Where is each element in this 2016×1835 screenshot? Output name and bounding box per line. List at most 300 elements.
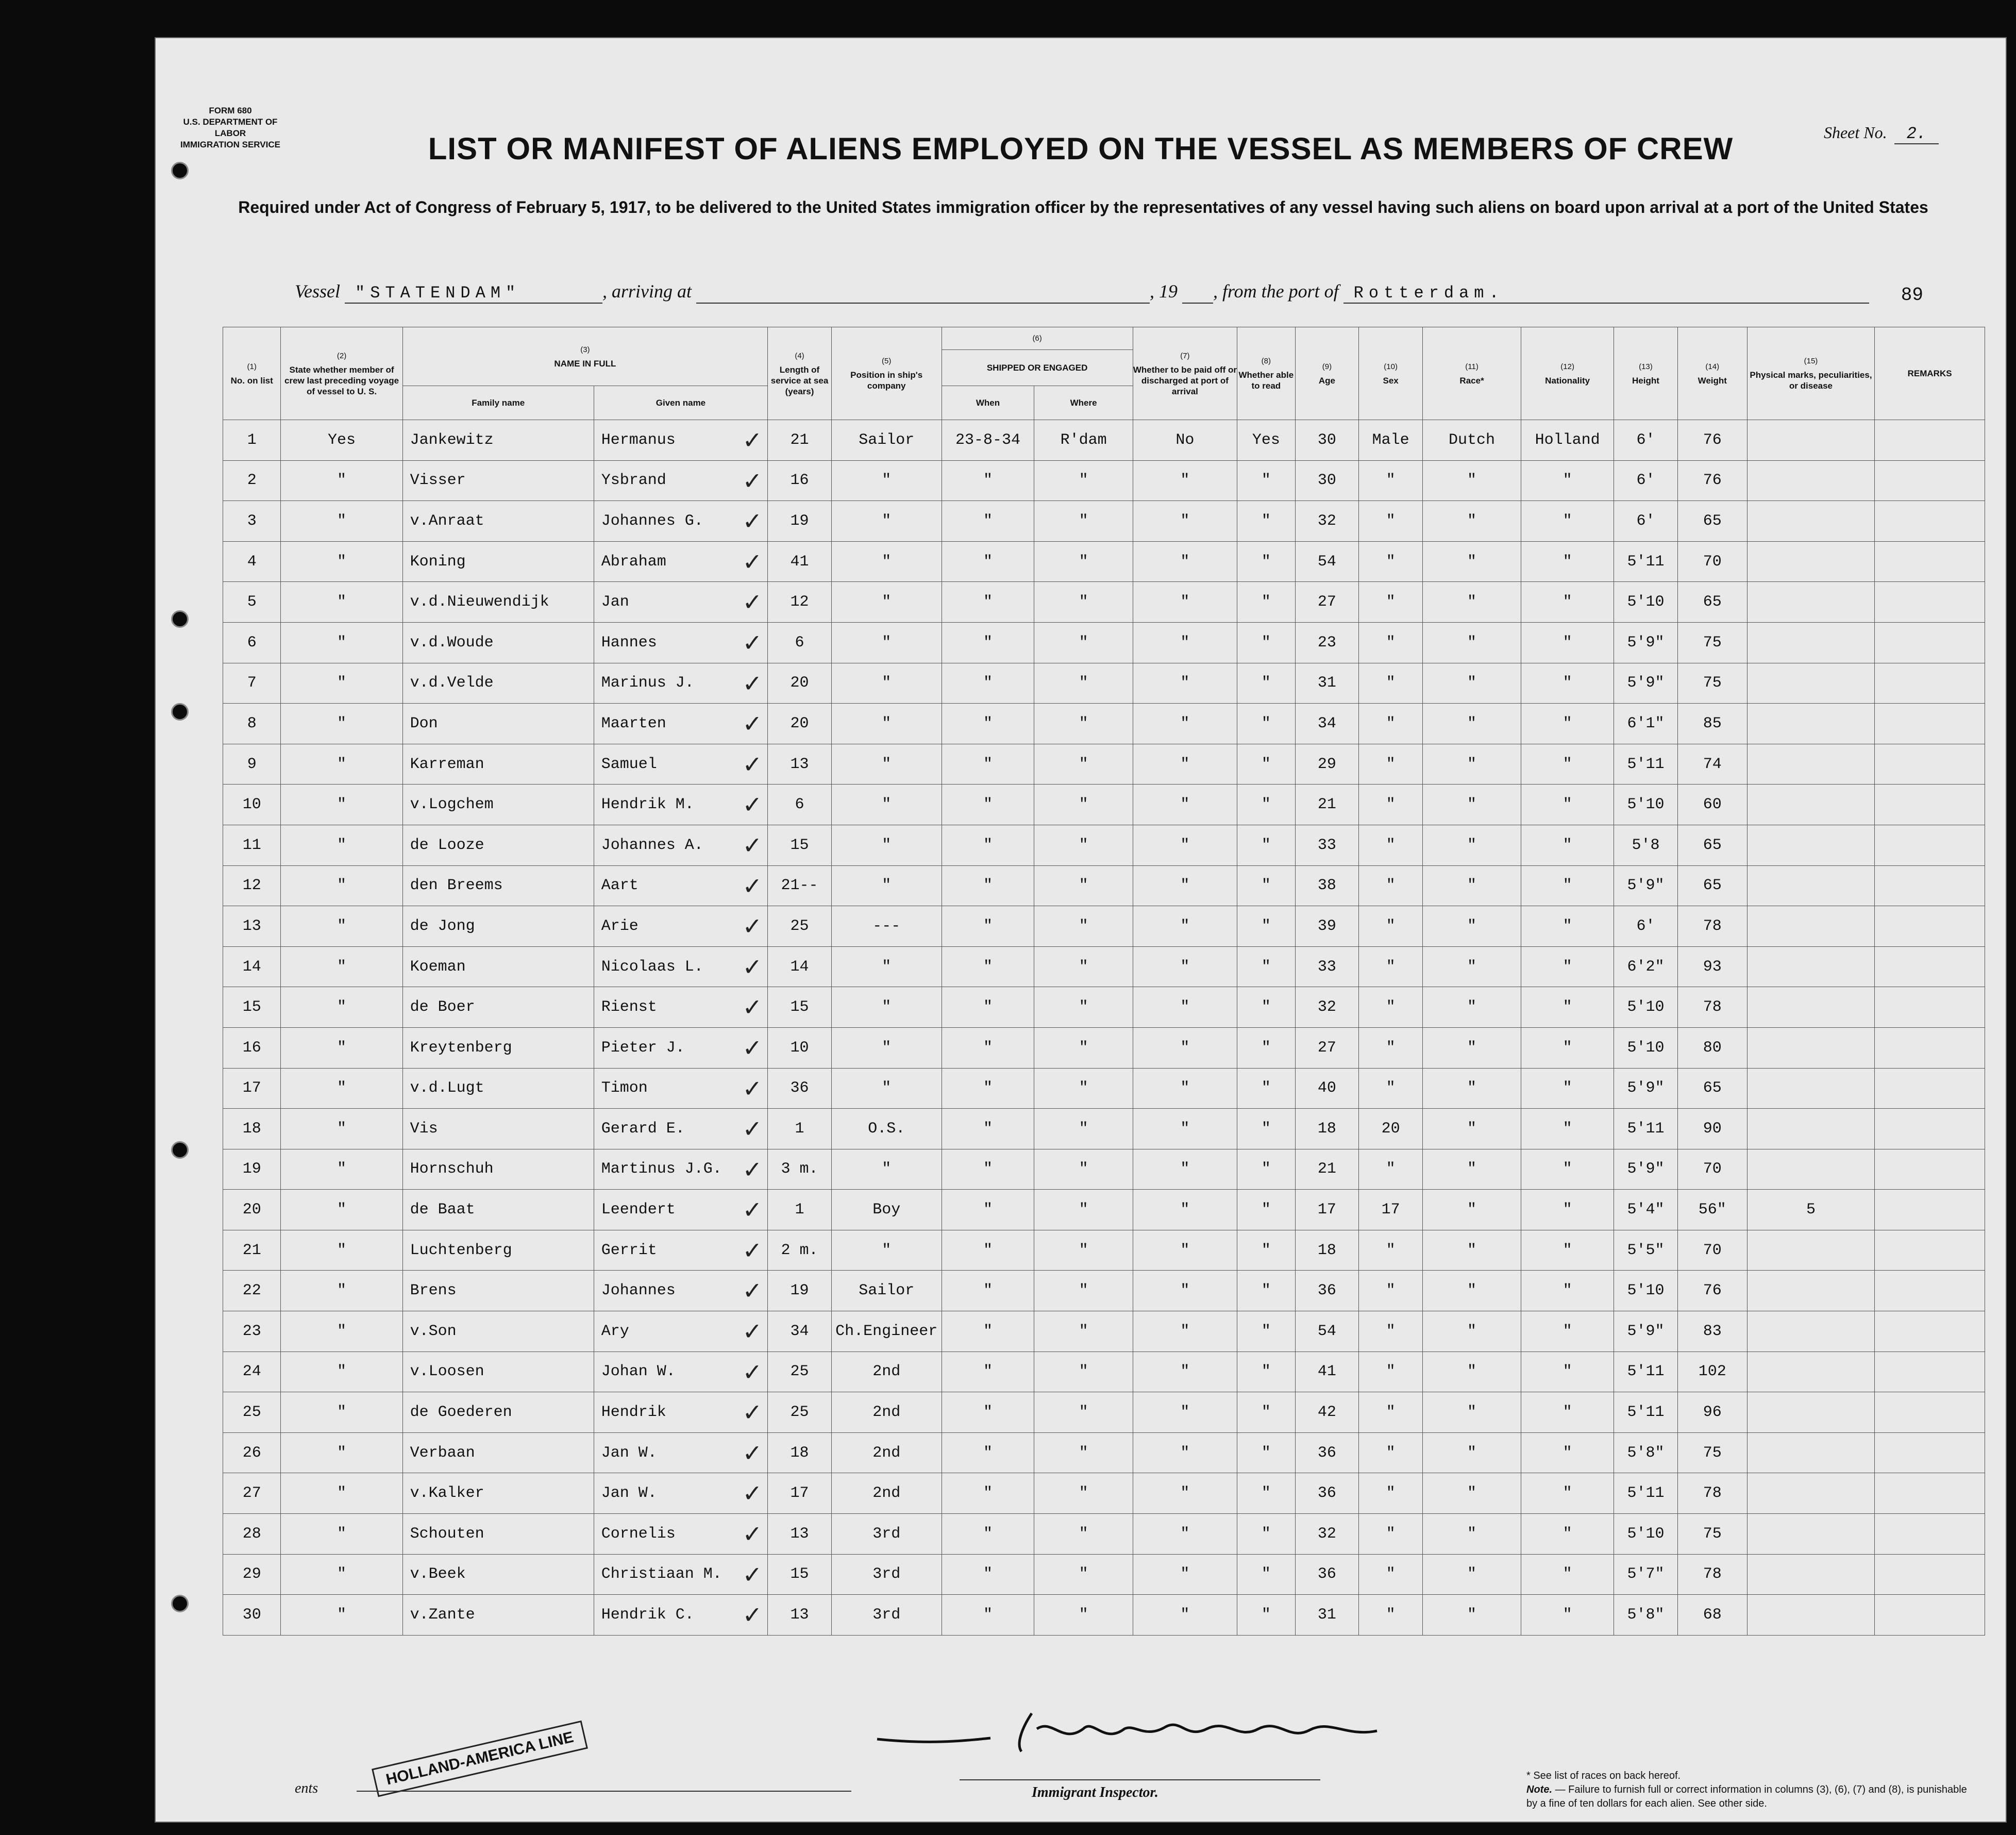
crew-row — [223, 1352, 1985, 1392]
cell-sex: " — [1359, 1432, 1423, 1473]
cell-able-to-read: " — [1237, 946, 1295, 987]
cell-weight: 70 — [1677, 541, 1747, 582]
cell-service-years: 1 — [768, 1190, 832, 1230]
cell-sex: " — [1359, 1392, 1423, 1433]
cell-shipped-when: " — [942, 622, 1034, 663]
cell-row-number: 9 — [223, 744, 281, 785]
cell-family-name: v.Zante — [402, 1595, 594, 1636]
cell-race: " — [1422, 1392, 1521, 1433]
crew-row — [223, 1473, 1985, 1514]
cell-remarks — [1875, 865, 1985, 906]
cell-remarks — [1875, 1595, 1985, 1636]
cell-age: 21 — [1295, 1149, 1359, 1190]
cell-given-name: Jan W. ✓ — [594, 1473, 767, 1514]
cell-family-name: Koning — [402, 541, 594, 582]
cell-position: 2nd — [831, 1392, 942, 1433]
cell-prev-voyage: " — [281, 744, 402, 785]
cell-position: --- — [831, 906, 942, 947]
cell-weight: 65 — [1677, 582, 1747, 623]
crew-row — [223, 1311, 1985, 1352]
vessel-label: Vessel — [295, 281, 340, 302]
cell-able-to-read: " — [1237, 1595, 1295, 1636]
cell-position: " — [831, 582, 942, 623]
col-nationality: (12) Nationality — [1521, 327, 1614, 420]
col-position: (5) Position in ship's company — [831, 327, 942, 420]
cell-paid-off: " — [1133, 744, 1237, 785]
cell-prev-voyage: " — [281, 582, 402, 623]
cell-physical-marks — [1747, 501, 1874, 542]
cell-age: 21 — [1295, 785, 1359, 825]
cell-age: 39 — [1295, 906, 1359, 947]
cell-row-number: 27 — [223, 1473, 281, 1514]
cell-paid-off: " — [1133, 582, 1237, 623]
cell-shipped-when: " — [942, 1473, 1034, 1514]
cell-shipped-where: " — [1034, 1230, 1133, 1271]
cell-row-number: 8 — [223, 704, 281, 744]
crew-row — [223, 825, 1985, 865]
cell-family-name: de Looze — [402, 825, 594, 865]
cell-remarks — [1875, 825, 1985, 865]
cell-age: 40 — [1295, 1068, 1359, 1109]
cell-sex: " — [1359, 906, 1423, 947]
cell-service-years: 10 — [768, 1027, 832, 1068]
cell-prev-voyage: " — [281, 785, 402, 825]
cell-family-name: Schouten — [402, 1514, 594, 1555]
cell-physical-marks — [1747, 1311, 1874, 1352]
cell-row-number: 11 — [223, 825, 281, 865]
cell-weight: 85 — [1677, 704, 1747, 744]
cell-position: 2nd — [831, 1473, 942, 1514]
cell-given-name: Johannes G. ✓ — [594, 501, 767, 542]
note-races: * See list of races on back hereof. — [1526, 1770, 1681, 1781]
departure-port: Rotterdam. — [1343, 283, 1869, 304]
cell-shipped-where: " — [1034, 1473, 1133, 1514]
cell-shipped-when: " — [942, 785, 1034, 825]
cell-given-name: Johan W. ✓ — [594, 1352, 767, 1392]
sheet-value: 2. — [1894, 124, 1939, 144]
cell-paid-off: " — [1133, 865, 1237, 906]
cell-age: 17 — [1295, 1190, 1359, 1230]
crew-row — [223, 541, 1985, 582]
cell-height: 5'11 — [1614, 744, 1678, 785]
crew-row — [223, 987, 1985, 1028]
cell-physical-marks — [1747, 663, 1874, 704]
cell-paid-off: " — [1133, 1595, 1237, 1636]
crew-row — [223, 785, 1985, 825]
cell-sex: " — [1359, 1473, 1423, 1514]
cell-shipped-where: " — [1034, 1432, 1133, 1473]
cell-nationality: " — [1521, 1392, 1614, 1433]
cell-sex: " — [1359, 704, 1423, 744]
cell-shipped-when: " — [942, 1392, 1034, 1433]
crew-row — [223, 744, 1985, 785]
col-weight: (14) Weight — [1677, 327, 1747, 420]
cell-shipped-when: " — [942, 1109, 1034, 1149]
cell-prev-voyage: " — [281, 825, 402, 865]
cell-able-to-read: " — [1237, 1554, 1295, 1595]
cell-race: " — [1422, 946, 1521, 987]
cell-nationality: " — [1521, 1432, 1614, 1473]
cell-weight: 102 — [1677, 1352, 1747, 1392]
year-field — [1182, 283, 1213, 304]
cell-age: 34 — [1295, 704, 1359, 744]
cell-given-name: Nicolaas L. ✓ — [594, 946, 767, 987]
cell-sex: " — [1359, 663, 1423, 704]
cell-shipped-where: " — [1034, 946, 1133, 987]
cell-shipped-when: " — [942, 987, 1034, 1028]
cell-prev-voyage: " — [281, 1432, 402, 1473]
cell-age: 32 — [1295, 1514, 1359, 1555]
cell-sex: " — [1359, 1514, 1423, 1555]
cell-shipped-when: " — [942, 906, 1034, 947]
cell-shipped-where: " — [1034, 1595, 1133, 1636]
cell-remarks — [1875, 1109, 1985, 1149]
cell-given-name: Christiaan M. ✓ — [594, 1554, 767, 1595]
cell-family-name: v.d.Lugt — [402, 1068, 594, 1109]
cell-row-number: 6 — [223, 622, 281, 663]
from-port-label: , from the port of — [1213, 281, 1339, 302]
cell-given-name: Maarten ✓ — [594, 704, 767, 744]
cell-prev-voyage: " — [281, 987, 402, 1028]
cell-height: 5'9" — [1614, 865, 1678, 906]
crew-table — [223, 327, 1985, 1636]
cell-shipped-when: " — [942, 501, 1034, 542]
crew-row — [223, 501, 1985, 542]
cell-shipped-where: " — [1034, 1311, 1133, 1352]
cell-given-name: Marinus J. ✓ — [594, 663, 767, 704]
cell-family-name: Verbaan — [402, 1432, 594, 1473]
cell-prev-voyage: " — [281, 1271, 402, 1311]
cell-paid-off: " — [1133, 501, 1237, 542]
crew-row — [223, 1149, 1985, 1190]
punch-hole — [171, 1141, 189, 1159]
cell-shipped-where: " — [1034, 1068, 1133, 1109]
cell-age: 31 — [1295, 663, 1359, 704]
cell-nationality: " — [1521, 622, 1614, 663]
cell-height: 6'1" — [1614, 704, 1678, 744]
cell-nationality: " — [1521, 1311, 1614, 1352]
cell-weight: 65 — [1677, 1068, 1747, 1109]
cell-race: " — [1422, 1190, 1521, 1230]
cell-race: Dutch — [1422, 420, 1521, 461]
cell-service-years: 25 — [768, 1352, 832, 1392]
cell-service-years: 1 — [768, 1109, 832, 1149]
cell-service-years: 16 — [768, 460, 832, 501]
cell-shipped-where: " — [1034, 785, 1133, 825]
cell-position: " — [831, 663, 942, 704]
cell-given-name: Aart ✓ — [594, 865, 767, 906]
cell-age: 42 — [1295, 1392, 1359, 1433]
cell-remarks — [1875, 541, 1985, 582]
cell-nationality: " — [1521, 1352, 1614, 1392]
cell-able-to-read: " — [1237, 460, 1295, 501]
cell-row-number: 24 — [223, 1352, 281, 1392]
cell-prev-voyage: " — [281, 1149, 402, 1190]
cell-position: " — [831, 1230, 942, 1271]
cell-nationality: " — [1521, 946, 1614, 987]
cell-physical-marks — [1747, 704, 1874, 744]
crew-row — [223, 460, 1985, 501]
manifest-sheet — [155, 37, 2007, 1823]
cell-weight: 76 — [1677, 420, 1747, 461]
cell-shipped-where: " — [1034, 987, 1133, 1028]
cell-service-years: 25 — [768, 1392, 832, 1433]
cell-age: 30 — [1295, 460, 1359, 501]
cell-race: " — [1422, 1473, 1521, 1514]
cell-able-to-read: " — [1237, 501, 1295, 542]
cell-shipped-when: " — [942, 1230, 1034, 1271]
cell-remarks — [1875, 704, 1985, 744]
cell-service-years: 21-- — [768, 865, 832, 906]
cell-given-name: Cornelis ✓ — [594, 1514, 767, 1555]
cell-given-name: Pieter J. ✓ — [594, 1027, 767, 1068]
cell-race: " — [1422, 865, 1521, 906]
cell-row-number: 25 — [223, 1392, 281, 1433]
cell-remarks — [1875, 622, 1985, 663]
cell-prev-voyage: " — [281, 1352, 402, 1392]
col-sex: (10) Sex — [1359, 327, 1423, 420]
cell-shipped-where: " — [1034, 541, 1133, 582]
cell-nationality: " — [1521, 1554, 1614, 1595]
cell-weight: 60 — [1677, 785, 1747, 825]
cell-shipped-when: " — [942, 1514, 1034, 1555]
cell-prev-voyage: " — [281, 906, 402, 947]
cell-nationality: " — [1521, 865, 1614, 906]
col-physical-marks: (15) Physical marks, peculiarities, or disease — [1747, 327, 1874, 420]
cell-physical-marks — [1747, 987, 1874, 1028]
cell-row-number: 19 — [223, 1149, 281, 1190]
col-height: (13) Height — [1614, 327, 1678, 420]
vessel-name: "STATENDAM" — [345, 283, 602, 304]
cell-weight: 74 — [1677, 744, 1747, 785]
cell-row-number: 22 — [223, 1271, 281, 1311]
cell-able-to-read: " — [1237, 582, 1295, 623]
cell-prev-voyage: " — [281, 1473, 402, 1514]
cell-race: " — [1422, 906, 1521, 947]
cell-given-name: Hannes ✓ — [594, 622, 767, 663]
cell-able-to-read: " — [1237, 1392, 1295, 1433]
cell-paid-off: " — [1133, 541, 1237, 582]
cell-position: " — [831, 1149, 942, 1190]
cell-race: " — [1422, 1432, 1521, 1473]
cell-able-to-read: " — [1237, 1109, 1295, 1149]
cell-given-name: Leendert ✓ — [594, 1190, 767, 1230]
cell-weight: 93 — [1677, 946, 1747, 987]
cell-height: 5'10 — [1614, 1514, 1678, 1555]
cell-height: 5'8" — [1614, 1595, 1678, 1636]
cell-physical-marks — [1747, 582, 1874, 623]
cell-given-name: Hendrik ✓ — [594, 1392, 767, 1433]
cell-height: 5'10 — [1614, 582, 1678, 623]
cell-row-number: 3 — [223, 501, 281, 542]
cell-weight: 75 — [1677, 1432, 1747, 1473]
cell-physical-marks — [1747, 1392, 1874, 1433]
inspector-label: Immigrant Inspector. — [1032, 1784, 1158, 1800]
cell-row-number: 20 — [223, 1190, 281, 1230]
cell-sex: " — [1359, 744, 1423, 785]
cell-weight: 96 — [1677, 1392, 1747, 1433]
cell-nationality: " — [1521, 785, 1614, 825]
cell-shipped-where: " — [1034, 582, 1133, 623]
cell-remarks — [1875, 987, 1985, 1028]
cell-family-name: Kreytenberg — [402, 1027, 594, 1068]
form-line: FORM 680 — [209, 106, 252, 115]
cell-age: 33 — [1295, 946, 1359, 987]
col-no-on-list: (1) No. on list — [223, 327, 281, 420]
crew-row — [223, 906, 1985, 947]
cell-family-name: de Baat — [402, 1190, 594, 1230]
cell-nationality: " — [1521, 1109, 1614, 1149]
cell-race: " — [1422, 704, 1521, 744]
cell-service-years: 19 — [768, 501, 832, 542]
cell-prev-voyage: " — [281, 1392, 402, 1433]
cell-race: " — [1422, 1554, 1521, 1595]
cell-physical-marks — [1747, 744, 1874, 785]
cell-shipped-where: R'dam — [1034, 420, 1133, 461]
cell-row-number: 14 — [223, 946, 281, 987]
cell-given-name: Ysbrand ✓ — [594, 460, 767, 501]
cell-nationality: " — [1521, 1271, 1614, 1311]
crew-row — [223, 1271, 1985, 1311]
col-when: When — [942, 386, 1034, 420]
cell-race: " — [1422, 1027, 1521, 1068]
cell-nationality: " — [1521, 1514, 1614, 1555]
cell-nationality: " — [1521, 1190, 1614, 1230]
punch-hole — [171, 610, 189, 628]
cell-service-years: 13 — [768, 1514, 832, 1555]
cell-sex: " — [1359, 1311, 1423, 1352]
cell-race: " — [1422, 825, 1521, 865]
col-shipped-number: (6) — [942, 327, 1133, 350]
crew-row — [223, 582, 1985, 623]
cell-sex: " — [1359, 460, 1423, 501]
cell-row-number: 13 — [223, 906, 281, 947]
cell-family-name: v.d.Woude — [402, 622, 594, 663]
cell-weight: 78 — [1677, 1554, 1747, 1595]
cell-remarks — [1875, 906, 1985, 947]
cell-physical-marks — [1747, 865, 1874, 906]
col-where: Where — [1034, 386, 1133, 420]
cell-family-name: v.Son — [402, 1311, 594, 1352]
cell-nationality: " — [1521, 1230, 1614, 1271]
cell-race: " — [1422, 1595, 1521, 1636]
cell-prev-voyage: " — [281, 1190, 402, 1230]
cell-given-name: Jan ✓ — [594, 582, 767, 623]
cell-row-number: 10 — [223, 785, 281, 825]
note-fine — [1526, 1783, 1980, 1811]
cell-shipped-when: " — [942, 1311, 1034, 1352]
cell-physical-marks — [1747, 1109, 1874, 1149]
cell-weight: 65 — [1677, 865, 1747, 906]
cell-paid-off: " — [1133, 1311, 1237, 1352]
cell-height: 6' — [1614, 501, 1678, 542]
crew-row — [223, 1027, 1985, 1068]
cell-remarks — [1875, 1473, 1985, 1514]
cell-prev-voyage: " — [281, 622, 402, 663]
cell-able-to-read: " — [1237, 744, 1295, 785]
col-paid-off: (7) Whether to be paid off or discharged at port of arrival — [1133, 327, 1237, 420]
cell-remarks — [1875, 1554, 1985, 1595]
cell-remarks — [1875, 1432, 1985, 1473]
cell-weight: 70 — [1677, 1149, 1747, 1190]
cell-height: 5'8" — [1614, 1432, 1678, 1473]
cell-able-to-read: " — [1237, 1230, 1295, 1271]
cell-service-years: 20 — [768, 704, 832, 744]
cell-family-name: de Boer — [402, 987, 594, 1028]
cell-weight: 80 — [1677, 1027, 1747, 1068]
col-state-whether: (2) State whether member of crew last preceding voyage of vessel to U. S. — [281, 327, 402, 420]
cell-prev-voyage: " — [281, 704, 402, 744]
cell-service-years: 2 m. — [768, 1230, 832, 1271]
cell-weight: 76 — [1677, 1271, 1747, 1311]
cell-able-to-read: " — [1237, 1514, 1295, 1555]
col-family-name: Family name — [402, 386, 594, 420]
cell-physical-marks — [1747, 1027, 1874, 1068]
cell-nationality: " — [1521, 1149, 1614, 1190]
cell-remarks — [1875, 1068, 1985, 1109]
cell-age: 23 — [1295, 622, 1359, 663]
cell-prev-voyage: " — [281, 541, 402, 582]
cell-race: " — [1422, 1149, 1521, 1190]
cell-service-years: 36 — [768, 1068, 832, 1109]
cell-able-to-read: " — [1237, 785, 1295, 825]
inspector-line — [960, 1779, 1320, 1780]
cell-race: " — [1422, 785, 1521, 825]
cell-prev-voyage: " — [281, 460, 402, 501]
cell-age: 29 — [1295, 744, 1359, 785]
cell-shipped-where: " — [1034, 1027, 1133, 1068]
cell-paid-off: " — [1133, 1271, 1237, 1311]
cell-able-to-read: " — [1237, 541, 1295, 582]
cell-shipped-where: " — [1034, 622, 1133, 663]
col-name-in-full: (3) NAME IN FULL — [402, 327, 768, 386]
cell-given-name: Johannes ✓ — [594, 1271, 767, 1311]
cell-row-number: 17 — [223, 1068, 281, 1109]
cell-prev-voyage: " — [281, 1311, 402, 1352]
cell-race: " — [1422, 1311, 1521, 1352]
cell-remarks — [1875, 501, 1985, 542]
cell-family-name: v.d.Nieuwendijk — [402, 582, 594, 623]
cell-able-to-read: " — [1237, 1027, 1295, 1068]
cell-sex: 17 — [1359, 1190, 1423, 1230]
cell-physical-marks — [1747, 460, 1874, 501]
page-subtitle: Required under Act of Congress of February 5, 1917, to be delivered to the United States immigration officer by the representatives of any vessel having such aliens on board upon arrival at a port of the United States — [238, 198, 1928, 216]
cell-shipped-when: " — [942, 1149, 1034, 1190]
cell-nationality: " — [1521, 1473, 1614, 1514]
cell-service-years: 34 — [768, 1311, 832, 1352]
cell-shipped-where: " — [1034, 1271, 1133, 1311]
cell-given-name: Jan W. ✓ — [594, 1432, 767, 1473]
cell-prev-voyage: " — [281, 1554, 402, 1595]
cell-family-name: Karreman — [402, 744, 594, 785]
cell-paid-off: No — [1133, 420, 1237, 461]
cell-paid-off: " — [1133, 946, 1237, 987]
cell-race: " — [1422, 1068, 1521, 1109]
cell-paid-off: " — [1133, 785, 1237, 825]
cell-shipped-where: " — [1034, 704, 1133, 744]
cell-shipped-where: " — [1034, 744, 1133, 785]
cell-height: 5'5" — [1614, 1230, 1678, 1271]
cell-position: Sailor — [831, 420, 942, 461]
cell-shipped-where: " — [1034, 865, 1133, 906]
cell-age: 32 — [1295, 501, 1359, 542]
cell-nationality: " — [1521, 987, 1614, 1028]
cell-height: 5'11 — [1614, 1109, 1678, 1149]
cell-position: Sailor — [831, 1271, 942, 1311]
cell-shipped-when: " — [942, 946, 1034, 987]
cell-physical-marks — [1747, 1068, 1874, 1109]
cell-weight: 90 — [1677, 1109, 1747, 1149]
